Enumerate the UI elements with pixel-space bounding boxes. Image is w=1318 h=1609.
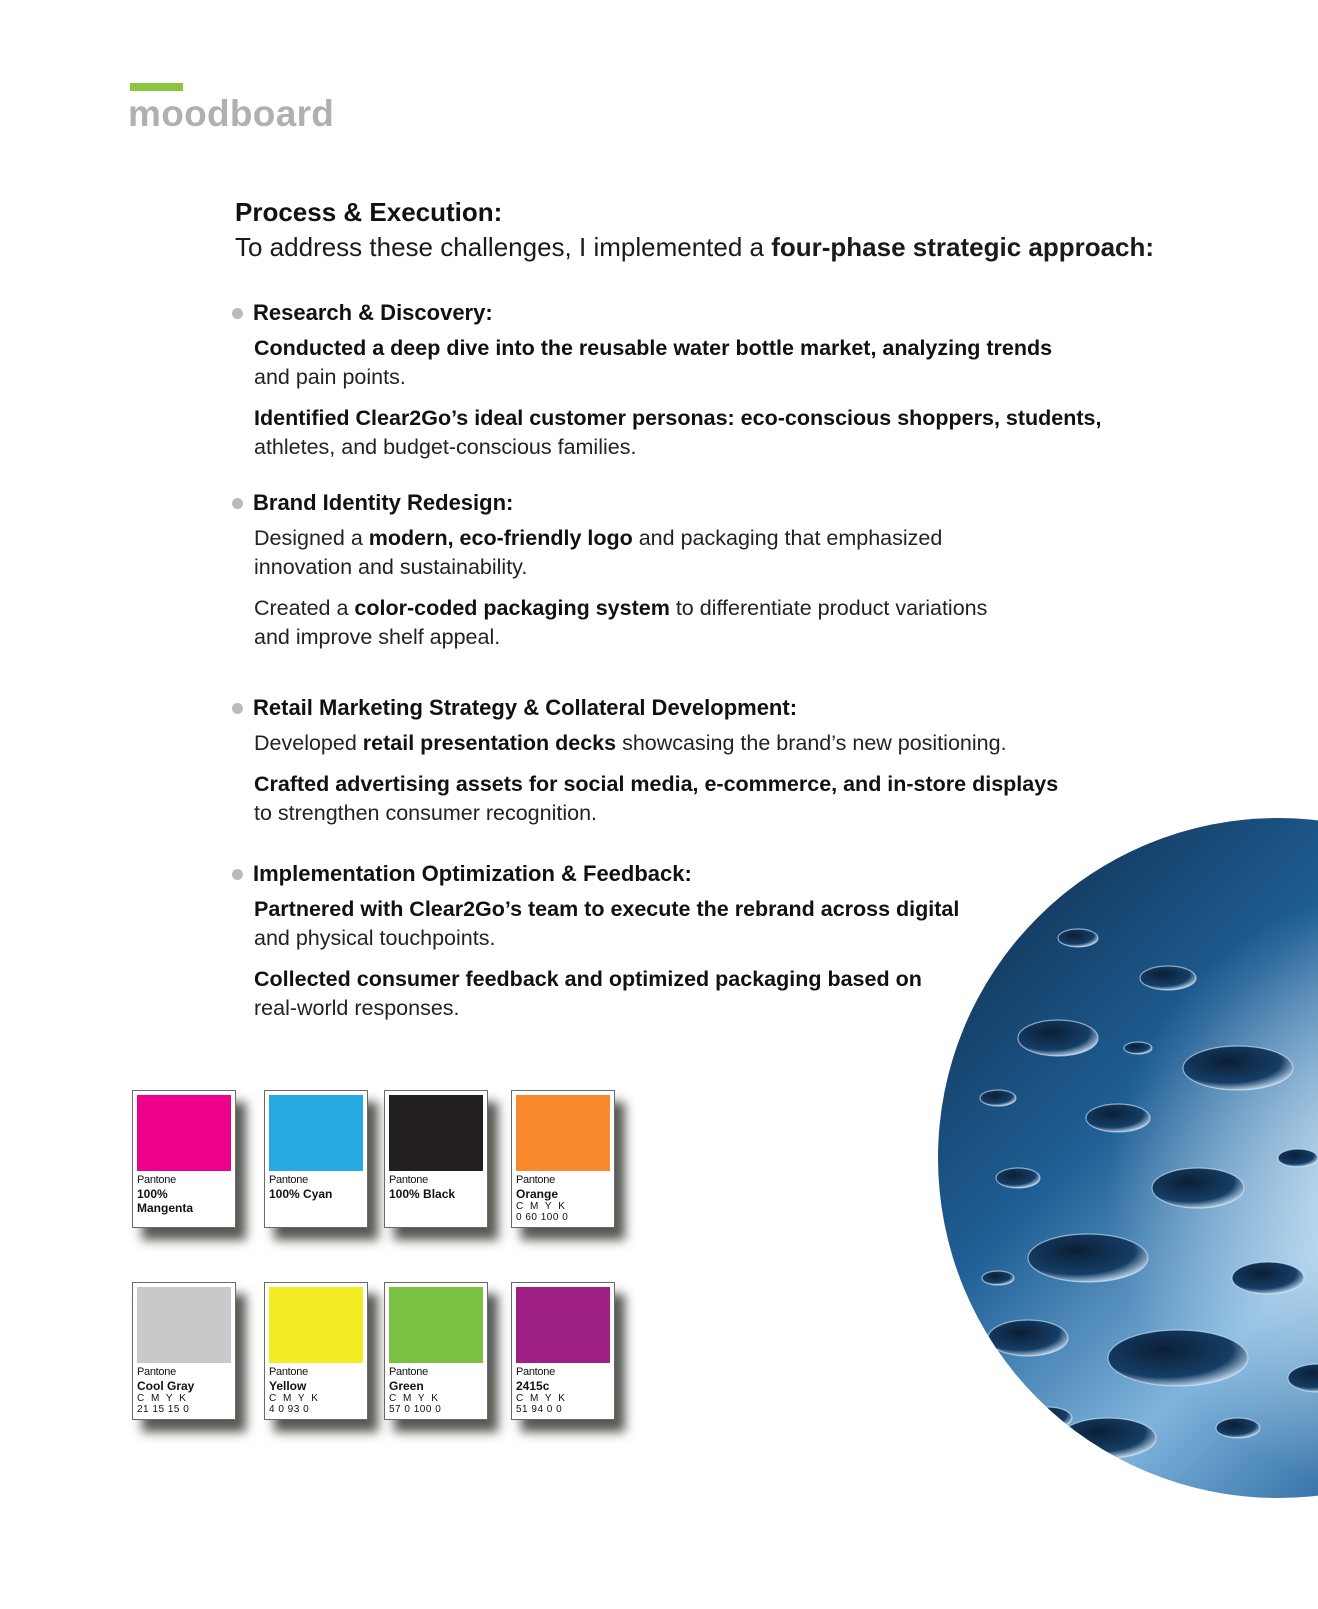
bullet-icon: [232, 703, 243, 714]
phase-item: [254, 770, 1058, 828]
swatch-brand: Pantone: [516, 1366, 555, 1378]
swatch-label: [389, 1173, 455, 1201]
phase-heading: Research & Discovery:: [253, 300, 493, 325]
intro-plain: To address these challenges, I implemented a: [235, 232, 772, 262]
item-text: modern, eco-friendly logo: [368, 526, 633, 550]
item-text: to strengthen consumer recognition.: [254, 801, 598, 825]
phase-research: [232, 298, 1101, 462]
brand-title: moodboard: [128, 93, 335, 134]
swatch-name: 100% Cyan: [269, 1187, 333, 1201]
swatch-chip: [137, 1095, 231, 1171]
swatch-brand: Pantone: [516, 1174, 555, 1186]
phase-item: [254, 404, 1101, 462]
swatch-brand: Pantone: [137, 1174, 176, 1186]
swatch-label: [137, 1365, 194, 1415]
phase-brand-identity: [232, 488, 987, 652]
swatch-label: [269, 1173, 332, 1201]
phase-heading-row: [232, 488, 987, 518]
phase-retail-marketing: [232, 693, 1058, 828]
water-droplets-illustration: [938, 818, 1318, 1498]
item-text: Identified Clear2Go’s ideal customer personas: eco-conscious shoppers, students,: [254, 406, 1102, 430]
item-text: showcasing the brand’s new positioning.: [616, 731, 1007, 755]
phase-implementation: [232, 859, 959, 1023]
swatch-cool-gray: [132, 1282, 236, 1420]
phase-heading: Brand Identity Redesign:: [253, 490, 514, 515]
swatch-cmyk-label: C M Y K: [516, 1393, 567, 1404]
swatch-chip: [389, 1095, 483, 1171]
swatch-chip: [269, 1095, 363, 1171]
swatch-name: 100%: [137, 1187, 168, 1201]
phase-heading-row: [232, 859, 959, 889]
swatch-cmyk-values: 0 60 100 0: [516, 1212, 569, 1223]
bullet-icon: [232, 498, 243, 509]
item-text: Designed a: [254, 526, 369, 550]
item-text: Collected consumer feedback and optimized packaging based on: [254, 967, 922, 991]
intro-bold: four-phase strategic approach:: [771, 232, 1155, 262]
phase-heading: Implementation Optimization & Feedback:: [253, 861, 692, 886]
item-text: Conducted a deep dive into the reusable water bottle market, analyzing trends: [254, 336, 1053, 360]
swatch-cmyk-label: C M Y K: [269, 1393, 320, 1404]
swatch-name: Cool Gray: [137, 1379, 195, 1393]
phase-heading: Retail Marketing Strategy & Collateral Development:: [253, 695, 798, 720]
section-title: Process & Execution:: [235, 197, 503, 227]
swatch-brand: Pantone: [389, 1366, 428, 1378]
swatch-brand: Pantone: [389, 1174, 428, 1186]
swatch-label: [389, 1365, 441, 1415]
phase-item: [254, 594, 987, 652]
item-text: and packaging that emphasized: [632, 526, 943, 550]
swatch-magenta: [132, 1090, 236, 1228]
swatch-label: [137, 1173, 193, 1215]
swatch-cmyk-values: 51 94 0 0: [516, 1404, 563, 1415]
swatch-label: [269, 1365, 320, 1415]
item-text: to differentiate product variations: [669, 596, 988, 620]
item-text: and physical touchpoints.: [254, 926, 496, 950]
swatch-brand: Pantone: [269, 1174, 308, 1186]
item-text: color-coded packaging system: [354, 596, 670, 620]
swatch-cmyk-label: C M Y K: [137, 1393, 188, 1404]
phase-heading-row: [232, 298, 1101, 328]
swatch-name: Yellow: [269, 1379, 307, 1393]
swatch-cmyk-label: C M Y K: [389, 1393, 440, 1404]
item-text: Crafted advertising assets for social media, e-commerce, and in-store displays: [254, 772, 1059, 796]
swatch-brand: Pantone: [269, 1366, 308, 1378]
item-text: athletes, and budget-conscious families.: [254, 435, 637, 459]
swatch-name: 100% Black: [389, 1187, 456, 1201]
water-droplets-image: [938, 818, 1318, 1498]
swatch-name: Green: [389, 1379, 424, 1393]
swatch-cmyk-label: C M Y K: [516, 1201, 567, 1212]
item-text: retail presentation decks: [362, 731, 617, 755]
item-text: Created a: [254, 596, 355, 620]
item-text: and pain points.: [254, 365, 406, 389]
phase-item: [254, 524, 987, 582]
phase-item: [254, 895, 959, 953]
swatch-name: 2415c: [516, 1379, 550, 1393]
swatch-cmyk-values: 4 0 93 0: [269, 1404, 310, 1415]
item-text: real-world responses.: [254, 996, 460, 1020]
swatch-green: [384, 1282, 488, 1420]
swatch-cyan: [264, 1090, 368, 1228]
item-text: Developed: [254, 731, 363, 755]
swatch-cmyk-values: 57 0 100 0: [389, 1404, 442, 1415]
swatch-2415c: [511, 1282, 615, 1420]
item-text: Partnered with Clear2Go’s team to execute the rebrand across digital: [254, 897, 960, 921]
swatch-black: [384, 1090, 488, 1228]
bullet-icon: [232, 869, 243, 880]
bullet-icon: [232, 308, 243, 319]
swatch-label: [516, 1173, 568, 1223]
phase-item: [254, 965, 959, 1023]
swatch-yellow: [264, 1282, 368, 1420]
phase-heading-row: [232, 693, 1058, 723]
swatch-chip: [137, 1287, 231, 1363]
accent-bar: [130, 83, 183, 91]
phase-item: [254, 729, 1058, 758]
swatch-name: Orange: [516, 1187, 559, 1201]
swatch-chip: [269, 1287, 363, 1363]
item-text: innovation and sustainability.: [254, 555, 528, 579]
swatch-brand: Pantone: [137, 1366, 176, 1378]
swatch-chip: [389, 1287, 483, 1363]
swatch-name-2: Mangenta: [137, 1201, 194, 1215]
swatch-chip: [516, 1287, 610, 1363]
phase-item: [254, 334, 1101, 392]
swatch-cmyk-values: 21 15 15 0: [137, 1404, 190, 1415]
item-text: and improve shelf appeal.: [254, 625, 501, 649]
swatch-orange: [511, 1090, 615, 1228]
swatch-chip: [516, 1095, 610, 1171]
swatch-label: [516, 1365, 567, 1415]
intro-text: [235, 232, 1154, 263]
